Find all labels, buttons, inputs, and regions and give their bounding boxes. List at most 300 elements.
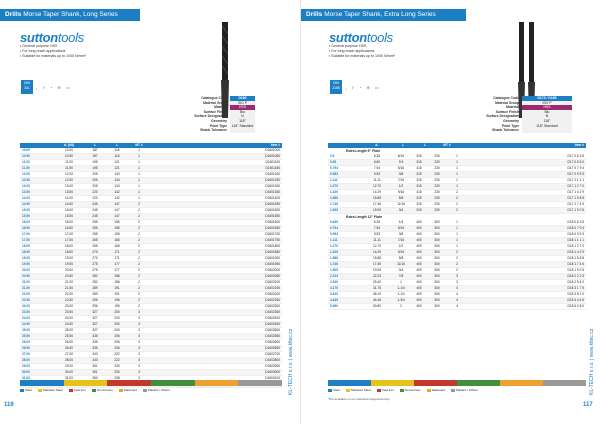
table-cell: 15.00 <box>22 208 30 212</box>
table-cell: D18 2 5 4 0 <box>567 280 584 284</box>
table-cell: 20.50 <box>22 274 30 278</box>
table-cell: 400 <box>416 250 422 254</box>
table-cell: D1601400 <box>265 196 280 200</box>
table-cell: 2 <box>456 256 458 260</box>
table-cell: 30.00 <box>65 370 73 374</box>
table-cell: 300 <box>434 268 440 272</box>
table-cell: 17.00 <box>65 232 73 236</box>
legend-swatch <box>451 389 455 392</box>
table-cell: 29.00 <box>65 364 73 368</box>
table-cell: 177 <box>114 268 120 272</box>
table-cell: 21.00 <box>22 280 30 284</box>
table-cell: 3 <box>138 358 140 362</box>
legend-item <box>377 388 394 392</box>
legend-swatch <box>69 389 73 392</box>
table-cell: 16.50 <box>65 226 73 230</box>
table-cell: 31.75 <box>373 286 381 290</box>
brand-logo: suttontools <box>20 30 84 45</box>
table-cell: 9/16 <box>397 190 405 194</box>
table-cell: 1.746 <box>330 202 338 206</box>
legend-label: Cast Iron <box>381 388 394 392</box>
feature-list: • General purpose HSS • For long reach applications • Suitable for materials up to 1000 N/mm² <box>329 44 395 58</box>
legend-swatch <box>377 389 381 392</box>
material-swatch <box>20 380 64 386</box>
table-cell: 15.00 <box>65 208 73 212</box>
table-cell: D1603100 <box>265 376 280 380</box>
table-cell: 3 <box>456 280 458 284</box>
legend-label: Plastics / Others <box>455 388 478 392</box>
legend-swatch <box>328 389 332 392</box>
table-cell: 9.53 <box>373 172 381 176</box>
legend-label: Stainless Steel <box>350 388 371 392</box>
table-cell: 7/16 <box>397 238 405 242</box>
table-cell: 230 <box>114 364 120 368</box>
legend-label: Hardened <box>431 388 445 392</box>
table-cell: D1601750 <box>265 238 280 242</box>
legend-item <box>38 388 63 392</box>
table-cell: 1 <box>138 172 140 176</box>
page-number: 117 <box>583 402 593 408</box>
table-cell: 155 <box>114 232 120 236</box>
table-cell: 17.50 <box>22 238 30 242</box>
table-cell: D1602300 <box>265 304 280 308</box>
table-cell: 3 <box>138 334 140 338</box>
table-cell: 400 <box>416 268 422 272</box>
table-cell: D1602800 <box>265 358 280 362</box>
table-cell: 12.00 <box>22 172 30 176</box>
table-cell: 1.429 <box>330 190 338 194</box>
table-cell: 177 <box>114 262 120 266</box>
table-cell: D1602350 <box>265 310 280 314</box>
material-swatch <box>543 380 586 386</box>
table-cell: 315 <box>416 172 422 176</box>
table-cell: D1601900 <box>265 256 280 260</box>
table-cell: D1601950 <box>265 262 280 266</box>
table-cell: 171 <box>114 256 120 260</box>
table-cell: 245 <box>92 208 98 212</box>
table-cell: 171 <box>114 250 120 254</box>
material-swatch <box>457 380 500 386</box>
table-cell: D1601100 <box>265 160 280 164</box>
table-cell: 121 <box>114 160 120 164</box>
table-cell: 206 <box>114 340 120 344</box>
table-cell: D18 1 1 1 1 <box>567 238 584 242</box>
table-cell: 296 <box>92 304 98 308</box>
table-cell: 1 <box>138 178 140 182</box>
table-cell: 327 <box>92 328 98 332</box>
table-cell: 3/4 <box>398 208 404 212</box>
table-cell: 12.70 <box>373 184 381 188</box>
table-cell: 1-1/2 <box>397 292 405 296</box>
table-cell: 315 <box>416 166 422 170</box>
feature-icons: ⌞ ⫽ ◔ ⊕ ▭ <box>36 85 72 90</box>
table-cell: 0.65 <box>330 160 337 164</box>
legend-item <box>69 388 86 392</box>
table-cell: 315 <box>416 160 422 164</box>
material-legend <box>20 388 170 392</box>
table-cell: 1 <box>456 172 458 176</box>
table-cell: 11.50 <box>22 166 30 170</box>
table-cell: 230 <box>434 196 440 200</box>
table-cell: 1 <box>456 166 458 170</box>
table-cell: 2 <box>138 292 140 296</box>
table-cell: 200 <box>114 310 120 314</box>
table-cell: 2.540 <box>330 280 338 284</box>
table-cell: D1601250 <box>265 178 280 182</box>
table-cell: 238 <box>114 376 120 380</box>
table-cell: 2 <box>138 214 140 218</box>
table-cell: 4 <box>456 304 458 308</box>
legend-item <box>346 388 371 392</box>
table-cell: 1 <box>138 184 140 188</box>
table-cell: 6.35 <box>373 154 381 158</box>
table-cell: 9.5 <box>398 160 404 164</box>
table-cell: 289 <box>92 286 98 290</box>
table-cell: 315 <box>416 178 422 182</box>
table-cell: 400 <box>416 304 422 308</box>
table-cell: 200 <box>114 328 120 332</box>
table-cell: 29.00 <box>22 364 30 368</box>
table-cell: 400 <box>416 274 422 278</box>
table-cell: 343 <box>92 352 98 356</box>
table-cell: 351 <box>92 364 98 368</box>
legend-swatch <box>119 389 123 392</box>
table-cell: 17.50 <box>65 238 73 242</box>
table-cell: 195 <box>92 166 98 170</box>
table-cell: 400 <box>416 232 422 236</box>
table-cell: 2 <box>138 298 140 302</box>
table-cell: 300 <box>434 280 440 284</box>
table-cell: 315 <box>416 196 422 200</box>
table-cell: 360 <box>92 376 98 380</box>
table-cell: 186 <box>114 280 120 284</box>
table-cell: D1601500 <box>265 208 280 212</box>
table-cell: D1601000 <box>265 148 280 152</box>
table-cell: 1-3/4 <box>397 298 405 302</box>
table-cell: 16.50 <box>22 226 30 230</box>
table-cell: 206 <box>114 346 120 350</box>
table-cell: 142 <box>114 196 120 200</box>
table-cell: 300 <box>434 226 440 230</box>
table-cell: 1.905 <box>330 268 338 272</box>
table-cell: 205 <box>92 172 98 176</box>
table-cell: 14.29 <box>373 250 381 254</box>
table-cell: 1 <box>456 178 458 182</box>
table-cell: D1601650 <box>265 226 280 230</box>
table-cell: 147 <box>114 208 120 212</box>
material-swatch <box>107 380 151 386</box>
table-cell: D18 5 0 8 0 <box>567 304 584 308</box>
table-cell: D1602250 <box>265 298 280 302</box>
table-cell: D17 0 9 5 3 <box>567 172 584 176</box>
legend-swatch <box>143 389 147 392</box>
table-cell: D17 1 5 8 8 <box>567 196 584 200</box>
table-cell: 265 <box>92 238 98 242</box>
table-cell: 0.6 <box>330 154 335 158</box>
table-cell: 400 <box>416 244 422 248</box>
table-cell: 147 <box>114 202 120 206</box>
table-cell: 15.50 <box>65 214 73 218</box>
table-cell: 18.50 <box>22 250 30 254</box>
table-cell: 38.10 <box>373 292 381 296</box>
table-cell: 21.00 <box>65 280 73 284</box>
table-cell: 22.00 <box>22 292 30 296</box>
table-cell: D18 3 8 1 0 <box>567 292 584 296</box>
table-cell: 300 <box>434 232 440 236</box>
table-cell: 121 <box>114 166 120 170</box>
legend-item <box>427 388 445 392</box>
table-cell: 8/16 <box>397 154 405 158</box>
table-cell: D18 1 4 2 9 <box>567 250 584 254</box>
spec-panel: Catalogue Code D170 / D180 Material Group ISO P Material HSS Surface Finish Blu Surface Designation N Geometry 118° Point Type 118° Standard Shank Tolerance <box>467 96 573 133</box>
table-cell: 26.50 <box>22 346 30 350</box>
table-cell: 25.50 <box>22 334 30 338</box>
table-cell: 195 <box>92 160 98 164</box>
table-cell: D1603000 <box>265 370 280 374</box>
table-cell: 2 <box>138 274 140 278</box>
table-cell: 4 <box>456 298 458 302</box>
table-cell: 3.175 <box>330 286 338 290</box>
table-cell: 19.05 <box>373 208 381 212</box>
table-cell: 282 <box>92 274 98 278</box>
table-cell: 24.00 <box>22 316 30 320</box>
table-cell: 14.50 <box>22 202 30 206</box>
table-cell: 255 <box>92 226 98 230</box>
table-cell: 165 <box>114 238 120 242</box>
table-cell: 17.46 <box>373 202 381 206</box>
table-cell: 1.905 <box>330 208 338 212</box>
table-cell: 335 <box>92 340 98 344</box>
table-cell: 23.50 <box>65 310 73 314</box>
table-cell: 300 <box>434 244 440 248</box>
table-cell: 2 <box>138 208 140 212</box>
material-swatch <box>151 380 195 386</box>
table-cell: D1602550 <box>265 334 280 338</box>
table-cell: 196 <box>114 298 120 302</box>
material-swatch <box>238 380 282 386</box>
footnote: *Not available on our standard range/inventory <box>328 397 390 401</box>
table-cell: 2 <box>456 268 458 272</box>
table-cell: 50.80 <box>373 304 381 308</box>
table-cell: D1601150 <box>265 166 280 170</box>
material-swatch <box>195 380 239 386</box>
table-cell: 11.00 <box>22 160 30 164</box>
legend-item <box>119 388 137 392</box>
table-cell: D17 0 6 3 5 <box>567 154 584 158</box>
table-cell: 1.429 <box>330 250 338 254</box>
table-cell: 7.94 <box>373 166 381 170</box>
table-cell: 26.50 <box>65 346 73 350</box>
legend-item <box>92 388 113 392</box>
table-cell: 3 <box>138 364 140 368</box>
table-cell: 5/8 <box>398 196 404 200</box>
table-cell: D1602500 <box>265 328 280 332</box>
table-cell: 300 <box>434 256 440 260</box>
table-cell: D17 1 4 2 9 <box>567 190 584 194</box>
table-cell: 134 <box>114 172 120 176</box>
table-cell: 31.00 <box>65 376 73 380</box>
table-cell: 3 <box>456 274 458 278</box>
table-cell: D17 1 9 0 5 <box>567 208 584 212</box>
table-cell: 24.50 <box>65 322 73 326</box>
table-cell: 1 <box>138 196 140 200</box>
table-cell: 2 <box>138 280 140 284</box>
table-cell: 315 <box>416 208 422 212</box>
table-cell: 2 <box>456 202 458 206</box>
table-cell: D17 1 1 1 1 <box>567 178 584 182</box>
footer-text: KL-TECH s.r.o. | www.kltec.cz <box>589 328 595 395</box>
table-cell: 245 <box>92 214 98 218</box>
table-cell: D18 4 4 4 5 <box>567 298 584 302</box>
table-cell: 351 <box>92 370 98 374</box>
table-cell: 300 <box>434 298 440 302</box>
table-cell: 400 <box>416 280 422 284</box>
table-cell: 10.00 <box>65 148 73 152</box>
table-cell: D1602150 <box>265 286 280 290</box>
table-cell: 327 <box>92 310 98 314</box>
table-cell: 400 <box>416 286 422 290</box>
table-cell: 19.50 <box>22 262 30 266</box>
table-cell: D1601550 <box>265 214 280 218</box>
brand-logo: suttontools <box>329 30 393 45</box>
table-cell: 25.00 <box>22 328 30 332</box>
table-cell: 20.00 <box>65 268 73 272</box>
table-cell: 17.00 <box>22 232 30 236</box>
table-cell: 18.00 <box>22 244 30 248</box>
feature-list: • General purpose HSS • For long reach applications • Suitable for materials up to 1000 N/mm² <box>20 44 86 58</box>
table-cell: 187 <box>92 148 98 152</box>
table-cell: 5/16 <box>397 166 405 170</box>
table-cell: 19.50 <box>65 262 73 266</box>
legend-item <box>143 388 170 392</box>
table-cell: 1.270 <box>330 184 338 188</box>
table-cell: 315 <box>416 202 422 206</box>
table-cell: 335 <box>92 334 98 338</box>
table-cell: 2 <box>138 304 140 308</box>
table-cell: 6.50 <box>373 160 381 164</box>
legend-label: Plastics / Others <box>147 388 170 392</box>
table-cell: 23.00 <box>65 304 73 308</box>
table-cell: 1.588 <box>330 256 338 260</box>
table-cell: D1601600 <box>265 220 280 224</box>
table-cell: D1601800 <box>265 244 280 248</box>
legend-label: Non-ferrous <box>404 388 421 392</box>
feature-icons: ⌞ ⫽ ◔ ⊕ ▭ <box>345 85 381 90</box>
table-cell: 1 <box>138 154 140 158</box>
table-cell: 19.05 <box>373 268 381 272</box>
table-cell: 11.50 <box>65 166 73 170</box>
table-cell: 230 <box>434 202 440 206</box>
table-cell: 343 <box>92 358 98 362</box>
table-cell: 300 <box>434 286 440 290</box>
table-cell: 230 <box>434 172 440 176</box>
table-cell: D1601700 <box>265 232 280 236</box>
table-cell: 1/2 <box>398 244 404 248</box>
material-swatch <box>328 380 371 386</box>
table-cell: 200 <box>114 316 120 320</box>
table-cell: 22.00 <box>65 292 73 296</box>
table-cell: D18 3 1 7 5 <box>567 286 584 290</box>
table-cell: 1.588 <box>330 196 338 200</box>
table-cell: D1602700 <box>265 352 280 356</box>
table-cell: D1602000 <box>265 268 280 272</box>
table-cell: 5.080 <box>330 304 338 308</box>
table-cell: 400 <box>416 298 422 302</box>
table-cell: 142 <box>114 190 120 194</box>
table-cell: 3 <box>138 310 140 314</box>
table-cell: 15.50 <box>22 214 30 218</box>
table-cell: 16.00 <box>65 220 73 224</box>
table-cell: D18 1 7 4 6 <box>567 262 584 266</box>
din-tab: DIN 2186 <box>330 80 342 94</box>
table-cell: 230 <box>434 184 440 188</box>
table-cell: 3 <box>138 352 140 356</box>
table-cell: 1 <box>138 148 140 152</box>
table-cell: 155 <box>114 226 120 230</box>
table-cell: 275 <box>92 262 98 266</box>
legend-label: Steel <box>333 388 340 392</box>
table-cell: 315 <box>416 184 422 188</box>
table-cell: 1 <box>456 238 458 242</box>
table-cell: 2 <box>456 250 458 254</box>
table-cell: D1602450 <box>265 322 280 326</box>
legend-label: Hardened <box>123 388 137 392</box>
legend-item <box>328 388 340 392</box>
table-cell: 289 <box>92 292 98 296</box>
table-cell: 13.50 <box>65 190 73 194</box>
table-cell: 23.50 <box>22 310 30 314</box>
table-cell: 4 <box>456 286 458 290</box>
table-cell: 31.00 <box>22 376 30 380</box>
table-cell: D1602900 <box>265 364 280 368</box>
table-cell: 17.46 <box>373 262 381 266</box>
table-cell: 10.50 <box>65 154 73 158</box>
legend-swatch <box>92 389 96 392</box>
table-cell: 255 <box>92 232 98 236</box>
table-cell: 14.00 <box>65 196 73 200</box>
table-cell: 20.50 <box>65 274 73 278</box>
table-cell: 0.953 <box>330 232 338 236</box>
legend-swatch <box>20 389 24 392</box>
table-cell: 116 <box>114 154 120 158</box>
table-cell: D1601850 <box>265 250 280 254</box>
table-cell: 230 <box>434 190 440 194</box>
table-cell: 155 <box>114 220 120 224</box>
legend-label: Stainless Steel <box>42 388 63 392</box>
table-cell: 315 <box>416 154 422 158</box>
table-cell: 2 <box>456 262 458 266</box>
table-cell: 0.794 <box>330 226 338 230</box>
table-cell: 1 <box>400 280 402 284</box>
table-cell: 12.50 <box>22 178 30 182</box>
table-cell: 206 <box>114 334 120 338</box>
table-cell: D1601050 <box>265 154 280 158</box>
material-color-bar <box>20 380 282 386</box>
table-cell: 3 <box>138 346 140 350</box>
table-cell: 22.50 <box>65 298 73 302</box>
table-cell: 11/16 <box>397 262 405 266</box>
material-swatch <box>371 380 414 386</box>
table-cell: 25.40 <box>373 280 381 284</box>
table-cell: 400 <box>416 220 422 224</box>
table-row <box>328 304 586 310</box>
table-cell: 400 <box>416 292 422 296</box>
right-page <box>300 0 600 424</box>
table-cell: 205 <box>92 178 98 182</box>
table-cell: 21.50 <box>65 286 73 290</box>
table-cell: 3 <box>138 322 140 326</box>
table-cell: 2 <box>456 190 458 194</box>
